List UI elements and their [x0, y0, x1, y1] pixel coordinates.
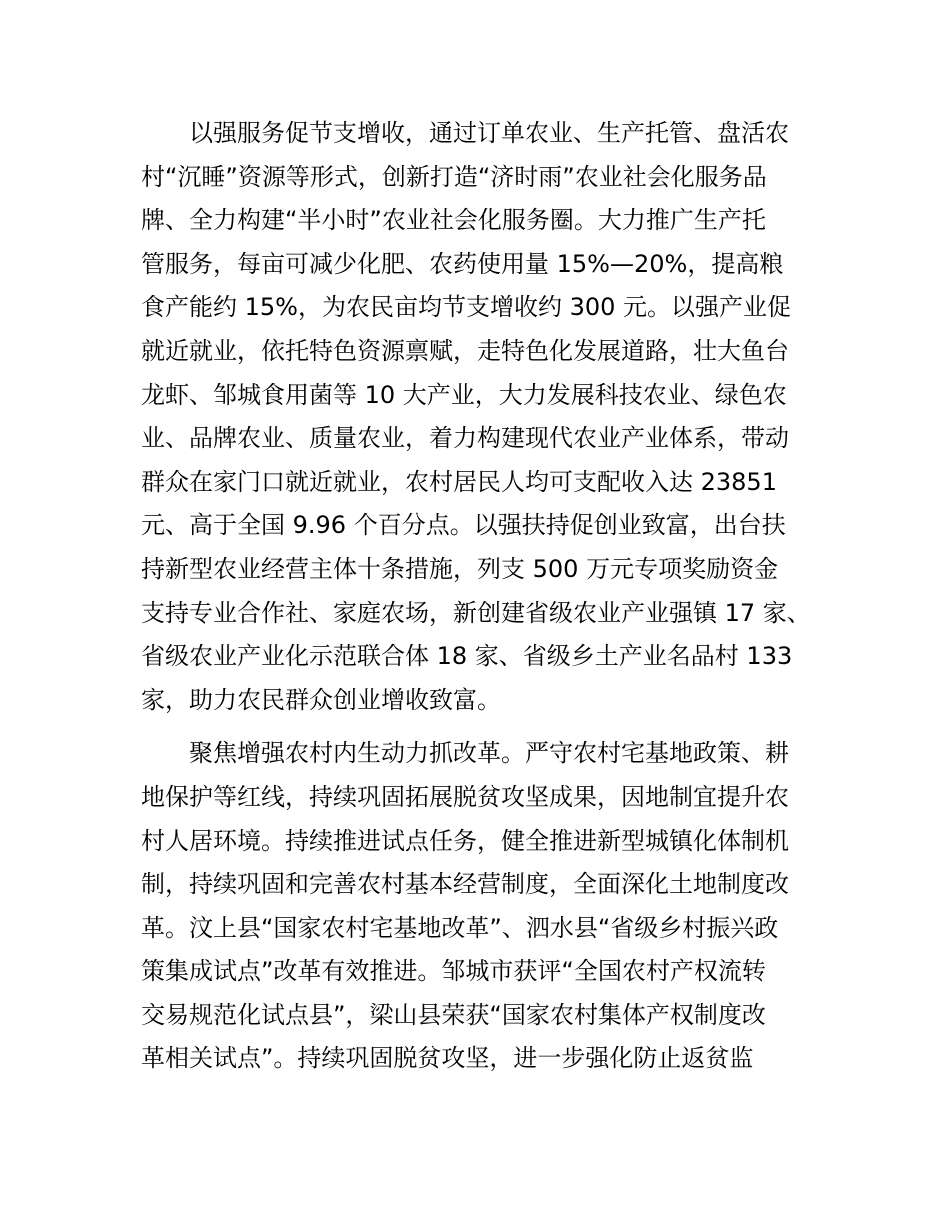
paragraph — [141, 732, 841, 1081]
text-line: 以强服务促节支增收，通过订单农业、生产托管、盘活农 — [189, 119, 789, 147]
text-line: 持新型农业经营主体十条措施，列支 500 万元专项奖励资金 — [141, 554, 779, 583]
paragraph-container — [141, 112, 841, 1081]
text-line: 革。汶上县“国家农村宅基地改革”、泗水县“省级乡村振兴政 — [141, 913, 779, 942]
text-line: 村“沉睡”资源等形式，创新打造“济时雨”农业社会化服务品 — [141, 162, 767, 191]
text-line: 元、高于全国 9.96 个百分点。以强扶持促创业致富，出台扶 — [141, 511, 786, 540]
text-line: 群众在家门口就近就业，农村居民人均可支配收入达 23851 — [141, 467, 777, 496]
text-line: 省级农业产业化示范联合体 18 家、省级乡土产业名品村 133 — [141, 642, 793, 671]
document-body — [141, 112, 841, 1081]
text-line: 牌、全力构建“半小时”农业社会化服务圈。大力推广生产托 — [141, 206, 766, 235]
text-line: 制，持续巩固和完善农村基本经营制度，全面深化土地制度改 — [141, 870, 789, 899]
text-line: 策集成试点”改革有效推进。邹城市获评“全国农村产权流转 — [141, 957, 766, 986]
text-line: 业、品牌农业、质量农业，着力构建现代农业产业体系，带动 — [141, 424, 789, 453]
text-line: 就近就业，依托特色资源禀赋，走特色化发展道路，壮大鱼台 — [141, 336, 789, 365]
text-line: 交易规范化试点县”，梁山县荣获“国家农村集体产权制度改 — [141, 1000, 766, 1029]
paragraph — [141, 112, 841, 722]
text-line: 地保护等红线，持续巩固拓展脱贫攻坚成果，因地制宜提升农 — [141, 782, 789, 811]
text-line: 龙虾、邹城食用菌等 10 大产业，大力发展科技农业、绿色农 — [141, 380, 787, 409]
paragraph-gap — [141, 722, 841, 732]
text-line: 革相关试点”。持续巩固脱贫攻坚，进一步强化防止返贫监 — [141, 1044, 754, 1073]
text-line: 管服务，每亩可减少化肥、农药使用量 15%—20%，提高粮 — [141, 249, 784, 278]
text-line: 村人居环境。持续推进试点任务，健全推进新型城镇化体制机 — [141, 826, 789, 855]
text-line: 家，助力农民群众创业增收致富。 — [141, 685, 501, 714]
text-line: 聚焦增强农村内生动力抓改革。严守农村宅基地政策、耕 — [189, 739, 789, 768]
text-line: 食产能约 15%，为农民亩均节支增收约 300 元。以强产业促 — [141, 293, 792, 322]
text-line: 支持专业合作社、家庭农场，新创建省级农业产业强镇 17 家、 — [141, 598, 811, 627]
